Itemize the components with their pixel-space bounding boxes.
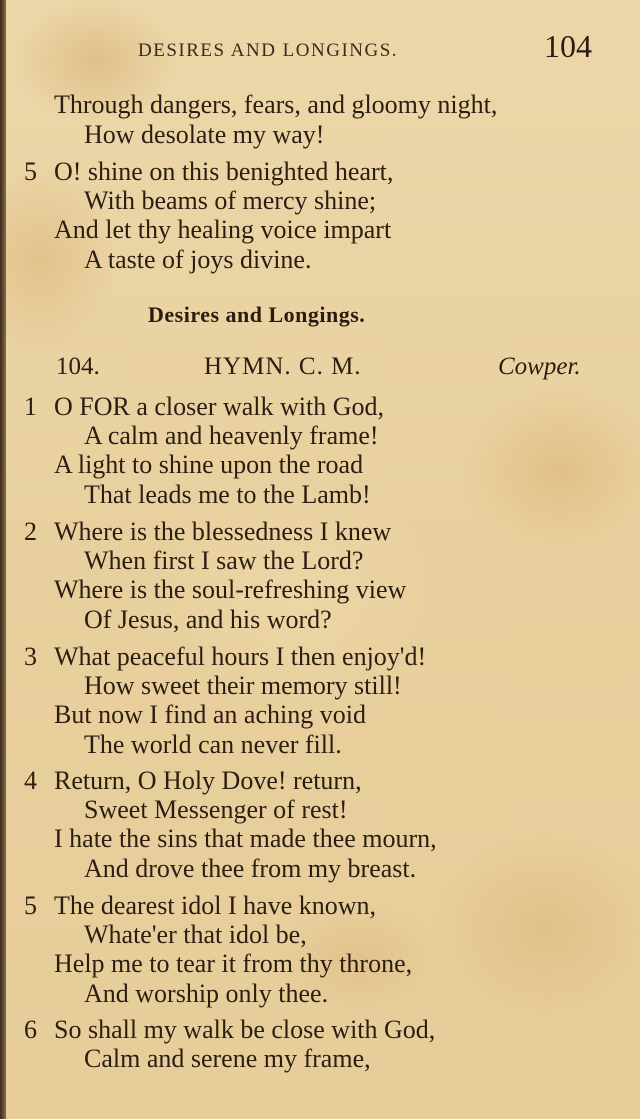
hymn-line: O FOR a closer walk with God, <box>54 392 385 421</box>
stanza-number: 6 <box>24 1015 37 1044</box>
hymn-line: And worship only thee. <box>84 979 329 1008</box>
prev-hymn-line: How desolate my way! <box>84 120 325 149</box>
section-title: Desires and Longings. <box>148 302 366 327</box>
prev-hymn-line: With beams of mercy shine; <box>84 186 377 215</box>
stanza-number: 5 <box>24 891 37 920</box>
prev-hymn-line: Through dangers, fears, and gloomy night, <box>54 90 498 119</box>
hymn-line: Where is the soul-refreshing view <box>54 575 407 604</box>
hymn-line: The world can never fill. <box>84 730 342 759</box>
hymn-line: That leads me to the Lamb! <box>84 480 371 509</box>
hymn-line: Whate'er that idol be, <box>84 920 307 949</box>
stanza-number: 3 <box>24 642 37 671</box>
hymn-line: A light to shine upon the road <box>54 450 364 479</box>
prev-hymn-line: And let thy healing voice impart <box>54 215 392 244</box>
hymn-line: Help me to tear it from thy throne, <box>54 949 413 978</box>
hymn-line: When first I saw the Lord? <box>84 546 364 575</box>
page-number: 104 <box>544 28 592 64</box>
hymn-line: And drove thee from my breast. <box>84 854 417 883</box>
hymn-line: The dearest idol I have known, <box>54 891 377 920</box>
prev-hymn-line: A taste of joys divine. <box>84 245 312 274</box>
hymn-line: A calm and heavenly frame! <box>84 421 379 450</box>
hymn-line: Return, O Holy Dove! return, <box>54 766 362 795</box>
hymn-line: I hate the sins that made thee mourn, <box>54 824 437 853</box>
page-spine-edge <box>0 0 6 1119</box>
hymn-line: What peaceful hours I then enjoy'd! <box>54 642 427 671</box>
hymn-line: Of Jesus, and his word? <box>84 605 332 634</box>
hymn-author: Cowper. <box>498 353 581 380</box>
hymn-line: Sweet Messenger of rest! <box>84 795 348 824</box>
prev-hymn-line: O! shine on this benighted heart, <box>54 157 394 186</box>
stanza-number: 2 <box>24 517 37 546</box>
running-title: DESIRES AND LONGINGS. <box>138 40 399 61</box>
stanza-number: 4 <box>24 766 37 795</box>
hymn-line: Where is the blessedness I knew <box>54 517 392 546</box>
hymn-line: But now I find an aching void <box>54 700 366 729</box>
hymn-line: Calm and serene my frame, <box>84 1044 371 1073</box>
hymn-line: How sweet their memory still! <box>84 671 402 700</box>
hymn-line: So shall my walk be close with God, <box>54 1015 436 1044</box>
stanza-number: 1 <box>24 392 37 421</box>
hymn-meter-label: HYMN. C. M. <box>204 353 362 380</box>
hymn-number: 104. <box>56 353 100 380</box>
stanza-number: 5 <box>24 157 37 186</box>
